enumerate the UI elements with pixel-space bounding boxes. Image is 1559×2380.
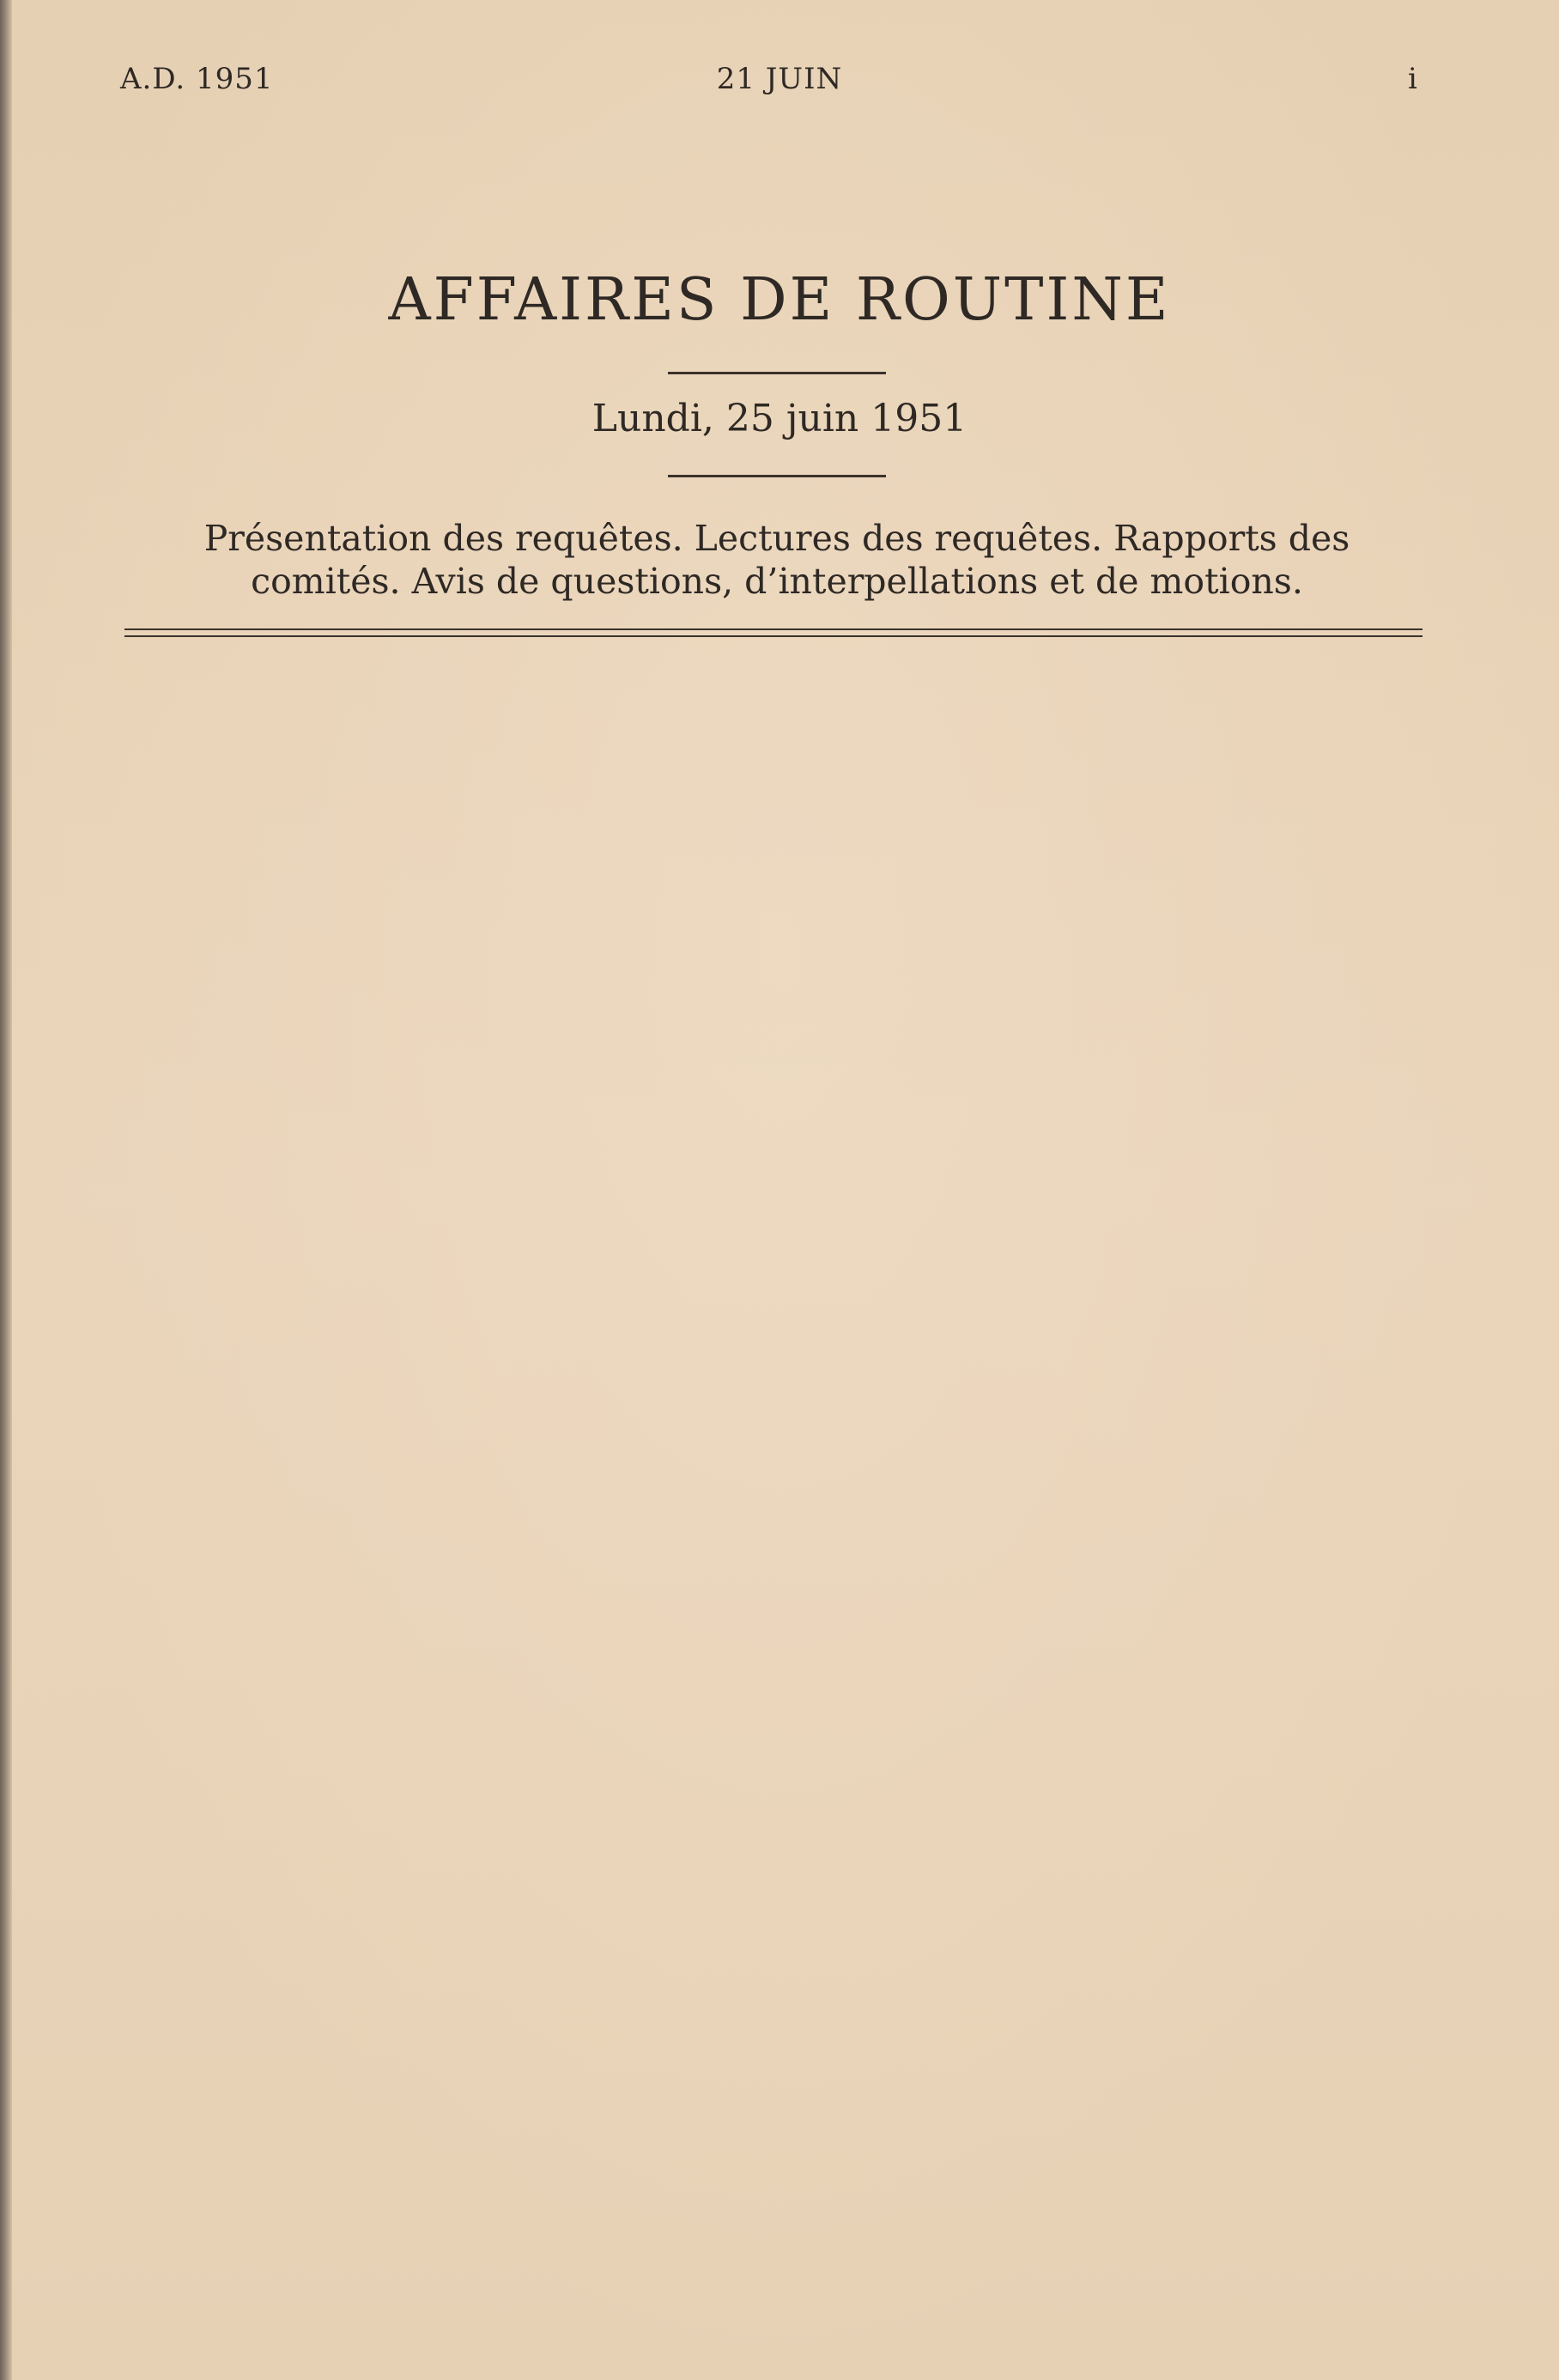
page-subtitle-date: Lundi, 25 juin 1951 xyxy=(591,397,968,440)
header-year: A.D. 1951 xyxy=(120,62,274,96)
header-date: 21 JUIN xyxy=(716,62,843,96)
routine-business-text: Présentation des requêtes. Lectures des requêtes. Rapports des comités. Avis de questions, d’interpellations et de motions. xyxy=(203,518,1350,602)
title-rule-bottom xyxy=(668,475,886,477)
title-rule-top xyxy=(668,372,886,374)
page-title: AFFAIRES DE ROUTINE xyxy=(388,266,1171,334)
section-double-rule xyxy=(124,628,1423,637)
running-header xyxy=(0,62,1559,105)
binding-edge xyxy=(0,0,12,2380)
header-page-number: i xyxy=(1408,62,1418,96)
